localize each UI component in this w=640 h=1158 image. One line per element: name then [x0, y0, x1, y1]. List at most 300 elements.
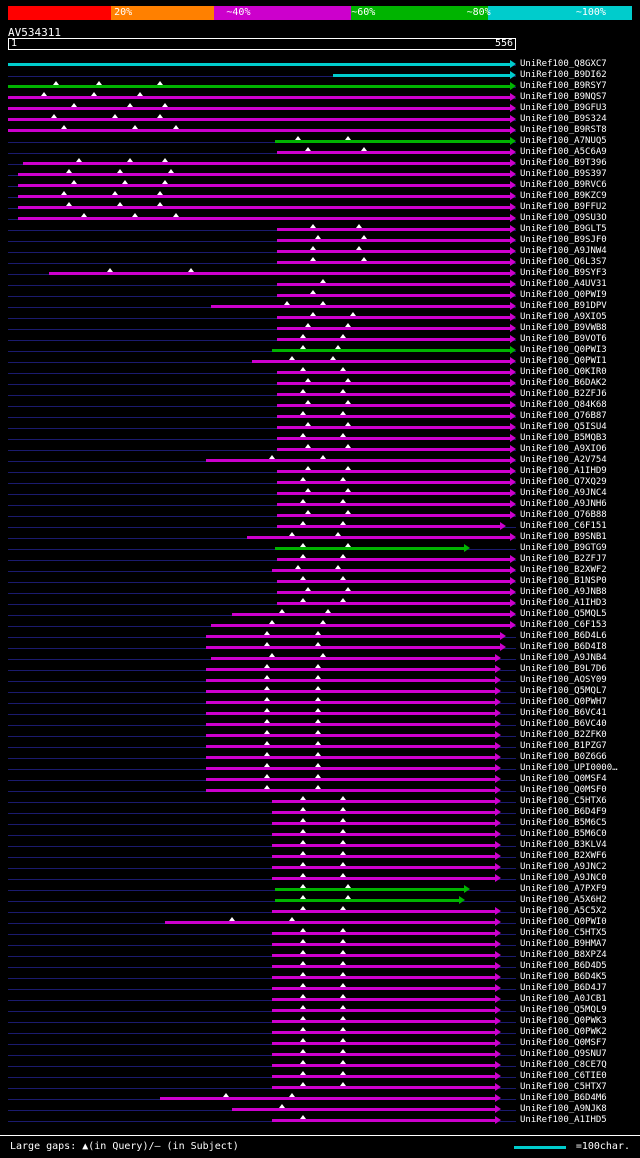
hit-label[interactable]: UniRef100_B9KZC9 [520, 191, 607, 201]
query-gap-marker-icon [264, 741, 270, 745]
hsp-bar[interactable] [272, 811, 495, 814]
hsp-arrow-icon [510, 390, 516, 398]
query-gap-marker-icon [81, 213, 87, 217]
hsp-bar[interactable] [272, 833, 495, 836]
query-gap-marker-icon [310, 312, 316, 316]
hsp-bar[interactable] [8, 63, 510, 66]
hsp-bar[interactable] [277, 393, 510, 396]
hit-label[interactable]: UniRef100_B9NQS7 [520, 92, 607, 102]
hit-label[interactable]: UniRef100_Q7XQ29 [520, 477, 607, 487]
hsp-bar[interactable] [277, 437, 510, 440]
hsp-bar[interactable] [277, 492, 510, 495]
query-gap-marker-icon [127, 103, 133, 107]
query-gap-marker-icon [340, 972, 346, 976]
hsp-bar[interactable] [206, 712, 495, 715]
hsp-bar[interactable] [211, 624, 510, 627]
query-gap-marker-icon [305, 587, 311, 591]
query-gap-marker-icon [340, 367, 346, 371]
hit-label[interactable]: UniRef100_B8XPZ4 [520, 950, 607, 960]
query-gap-marker-icon [315, 631, 321, 635]
hsp-bar[interactable] [211, 305, 510, 308]
query-gap-marker-icon [340, 939, 346, 943]
hsp-bar[interactable] [277, 382, 510, 385]
query-gap-marker-icon [340, 851, 346, 855]
hit-label[interactable]: UniRef100_B9FFU2 [520, 202, 607, 212]
query-gap-marker-icon [300, 521, 306, 525]
hsp-bar[interactable] [272, 910, 495, 913]
query-gap-marker-icon [350, 312, 356, 316]
hsp-arrow-icon [510, 599, 516, 607]
query-gap-marker-icon [112, 191, 118, 195]
hit-label[interactable]: UniRef100_Q9SU3O [520, 213, 607, 223]
hsp-bar[interactable] [272, 1031, 495, 1034]
hit-label[interactable]: UniRef100_B6D4F9 [520, 807, 607, 817]
query-gap-marker-icon [300, 983, 306, 987]
hit-label[interactable]: UniRef100_A7NUQ5 [520, 136, 607, 146]
hsp-bar[interactable] [277, 404, 510, 407]
hit-label[interactable]: UniRef100_Q0PWI3 [520, 345, 607, 355]
hsp-bar[interactable] [8, 85, 510, 88]
query-gap-marker-icon [340, 554, 346, 558]
hsp-bar[interactable] [206, 756, 495, 759]
hsp-bar[interactable] [232, 1108, 495, 1111]
hit-label[interactable]: UniRef100_Q0PWI0 [520, 917, 607, 927]
hit-label[interactable]: UniRef100_B9RVC6 [520, 180, 607, 190]
query-gap-marker-icon [305, 444, 311, 448]
query-gap-marker-icon [320, 620, 326, 624]
hit-label[interactable]: UniRef100_B2XWF2 [520, 565, 607, 575]
hit-label[interactable]: UniRef100_A0JCB1 [520, 994, 607, 1004]
hsp-arrow-icon [510, 203, 516, 211]
hsp-bar[interactable] [272, 976, 495, 979]
query-gap-marker-icon [320, 301, 326, 305]
hsp-bar[interactable] [277, 503, 510, 506]
hsp-arrow-icon [495, 731, 501, 739]
hit-label[interactable]: UniRef100_A1IHD5 [520, 1115, 607, 1125]
hsp-bar[interactable] [272, 1075, 495, 1078]
query-gap-marker-icon [305, 466, 311, 470]
query-gap-marker-icon [305, 510, 311, 514]
query-gap-marker-icon [340, 1027, 346, 1031]
hsp-bar[interactable] [272, 877, 495, 880]
hsp-arrow-icon [495, 753, 501, 761]
legend-label-0: 20% [114, 7, 133, 18]
query-gap-marker-icon [295, 565, 301, 569]
hsp-arrow-icon [510, 489, 516, 497]
hit-label[interactable]: UniRef100_B3KLV4 [520, 840, 607, 850]
query-gap-marker-icon [345, 543, 351, 547]
hsp-bar[interactable] [211, 657, 495, 660]
hsp-bar[interactable] [206, 734, 495, 737]
hit-label[interactable]: UniRef100_B1NSP0 [520, 576, 607, 586]
hit-label[interactable]: UniRef100_Q0MSF7 [520, 1038, 607, 1048]
hsp-arrow-icon [510, 434, 516, 442]
hsp-arrow-icon [510, 181, 516, 189]
query-gap-marker-icon [310, 246, 316, 250]
hit-label[interactable]: UniRef100_B9L7D6 [520, 664, 607, 674]
hit-label[interactable]: UniRef100_Q76B88 [520, 510, 607, 520]
query-gap-marker-icon [300, 796, 306, 800]
gap-legend-text: Large gaps: ▲(in Query)/– (in Subject) [10, 1141, 239, 1152]
query-gap-marker-icon [112, 114, 118, 118]
hsp-bar[interactable] [18, 184, 510, 187]
hit-label[interactable]: UniRef100_Q0MSF4 [520, 774, 607, 784]
hsp-bar[interactable] [206, 635, 500, 638]
hit-label[interactable]: UniRef100_A9XIO5 [520, 312, 607, 322]
hit-label[interactable]: UniRef100_Q0KIR0 [520, 367, 607, 377]
query-gap-marker-icon [300, 972, 306, 976]
query-gap-marker-icon [345, 466, 351, 470]
hsp-bar[interactable] [206, 459, 510, 462]
hsp-bar[interactable] [275, 547, 465, 550]
hsp-arrow-icon [510, 280, 516, 288]
query-gap-marker-icon [335, 565, 341, 569]
hsp-bar[interactable] [49, 272, 510, 275]
hit-label[interactable]: UniRef100_B9T396 [520, 158, 607, 168]
hsp-bar[interactable] [247, 536, 510, 539]
hsp-bar[interactable] [8, 96, 510, 99]
hit-label[interactable]: UniRef100_Q0PWH7 [520, 697, 607, 707]
query-gap-marker-icon [264, 774, 270, 778]
query-gap-marker-icon [269, 653, 275, 657]
query-gap-marker-icon [340, 1005, 346, 1009]
hsp-arrow-icon [510, 412, 516, 420]
hit-label[interactable]: UniRef100_Q6L3S7 [520, 257, 607, 267]
hsp-bar[interactable] [277, 580, 510, 583]
hsp-bar[interactable] [277, 525, 500, 528]
hsp-arrow-icon [510, 423, 516, 431]
hsp-arrow-icon [500, 643, 506, 651]
query-gap-marker-icon [295, 136, 301, 140]
hit-label[interactable]: UniRef100_Q5MQL7 [520, 686, 607, 696]
hit-label[interactable]: UniRef100_B2ZFJ6 [520, 389, 607, 399]
hsp-bar[interactable] [277, 283, 510, 286]
query-gap-marker-icon [315, 664, 321, 668]
hsp-bar[interactable] [277, 371, 510, 374]
hsp-bar[interactable] [252, 360, 510, 363]
query-gap-marker-icon [320, 279, 326, 283]
query-gap-marker-icon [300, 862, 306, 866]
hit-label[interactable]: UniRef100_Q0PWI9 [520, 290, 607, 300]
hsp-bar[interactable] [277, 327, 510, 330]
hit-label[interactable]: UniRef100_UPI0000… [520, 763, 618, 773]
hsp-bar[interactable] [206, 745, 495, 748]
hsp-bar[interactable] [272, 800, 495, 803]
hsp-bar[interactable] [272, 1119, 495, 1122]
query-gap-marker-icon [300, 389, 306, 393]
hsp-arrow-icon [510, 500, 516, 508]
hsp-arrow-icon [495, 1116, 501, 1124]
query-gap-marker-icon [340, 433, 346, 437]
hsp-arrow-icon [510, 170, 516, 178]
hit-label[interactable]: UniRef100_A7PXF9 [520, 884, 607, 894]
hsp-bar[interactable] [232, 613, 510, 616]
hsp-bar[interactable] [277, 602, 510, 605]
hit-label-column [520, 56, 640, 1134]
hsp-bar[interactable] [272, 987, 495, 990]
hit-label[interactable]: UniRef100_A9JNB4 [520, 653, 607, 663]
hit-label[interactable]: UniRef100_B9GFU3 [520, 103, 607, 113]
hsp-arrow-icon [500, 522, 506, 530]
hsp-bar[interactable] [277, 151, 510, 154]
hsp-bar[interactable] [206, 767, 495, 770]
hsp-arrow-icon [495, 1105, 501, 1113]
hsp-bar[interactable] [272, 1020, 495, 1023]
hsp-bar[interactable] [160, 1097, 494, 1100]
hsp-bar[interactable] [333, 74, 510, 77]
hsp-bar[interactable] [272, 1064, 495, 1067]
hit-label[interactable]: UniRef100_A5X6H2 [520, 895, 607, 905]
hsp-bar[interactable] [206, 723, 495, 726]
hit-label[interactable]: UniRef100_B9SJF0 [520, 235, 607, 245]
hit-label[interactable]: UniRef100_B2ZFJ7 [520, 554, 607, 564]
query-gap-marker-icon [340, 796, 346, 800]
hsp-arrow-icon [495, 1006, 501, 1014]
hsp-bar[interactable] [272, 998, 495, 1001]
hit-label[interactable]: UniRef100_B2ZFK0 [520, 730, 607, 740]
query-gap-marker-icon [279, 609, 285, 613]
hsp-bar[interactable] [206, 646, 500, 649]
query-gap-marker-icon [340, 1016, 346, 1020]
hit-label[interactable]: UniRef100_B9RSY7 [520, 81, 607, 91]
hsp-arrow-icon [495, 665, 501, 673]
hsp-bar[interactable] [272, 844, 495, 847]
hit-label[interactable]: UniRef100_B9S324 [520, 114, 607, 124]
hit-label[interactable]: UniRef100_Q5MQL9 [520, 1005, 607, 1015]
hsp-bar[interactable] [272, 855, 495, 858]
hit-label[interactable]: UniRef100_C6TIE0 [520, 1071, 607, 1081]
query-gap-marker-icon [264, 686, 270, 690]
hit-label[interactable]: UniRef100_Q0PWI1 [520, 356, 607, 366]
hit-label[interactable]: UniRef100_Q0MSF0 [520, 785, 607, 795]
query-gap-marker-icon [340, 521, 346, 525]
hsp-bar[interactable] [272, 932, 495, 935]
hit-label[interactable]: UniRef100_C6F151 [520, 521, 607, 531]
hit-label[interactable]: UniRef100_B9S397 [520, 169, 607, 179]
hsp-bar[interactable] [275, 899, 460, 902]
query-gap-marker-icon [310, 224, 316, 228]
query-gap-marker-icon [315, 719, 321, 723]
hsp-arrow-icon [510, 478, 516, 486]
hit-label[interactable]: UniRef100_B1PZG7 [520, 741, 607, 751]
query-ruler [8, 38, 516, 50]
hsp-bar[interactable] [206, 789, 495, 792]
hit-label[interactable]: UniRef100_Q5ISU4 [520, 422, 607, 432]
hsp-bar[interactable] [165, 921, 494, 924]
query-gap-marker-icon [340, 1082, 346, 1086]
hsp-bar[interactable] [8, 118, 510, 121]
hsp-bar[interactable] [272, 349, 510, 352]
hsp-bar[interactable] [206, 701, 495, 704]
hsp-bar[interactable] [272, 943, 495, 946]
query-gap-marker-icon [305, 400, 311, 404]
hsp-bar[interactable] [277, 239, 510, 242]
hsp-bar[interactable] [18, 217, 510, 220]
hit-label[interactable]: UniRef100_A1IHD9 [520, 466, 607, 476]
hit-label[interactable]: UniRef100_Q0PWK3 [520, 1016, 607, 1026]
query-gap-marker-icon [315, 752, 321, 756]
hit-label[interactable]: UniRef100_C5HTX6 [520, 796, 607, 806]
hsp-bar[interactable] [8, 129, 510, 132]
hsp-arrow-icon [495, 676, 501, 684]
hit-label[interactable]: UniRef100_C5HTX5 [520, 928, 607, 938]
hit-label[interactable]: UniRef100_C6F153 [520, 620, 607, 630]
hit-label[interactable]: UniRef100_B91DPV [520, 301, 607, 311]
hsp-bar[interactable] [277, 558, 510, 561]
hsp-bar[interactable] [8, 107, 510, 110]
hsp-arrow-icon [510, 533, 516, 541]
hsp-bar[interactable] [272, 1086, 495, 1089]
hit-label[interactable]: UniRef100_B2XWF6 [520, 851, 607, 861]
hit-label[interactable]: UniRef100_Q0PWK2 [520, 1027, 607, 1037]
hsp-arrow-icon [510, 192, 516, 200]
hit-label[interactable]: UniRef100_B9HMA7 [520, 939, 607, 949]
hit-label[interactable]: UniRef100_B9SYF3 [520, 268, 607, 278]
query-gap-marker-icon [300, 994, 306, 998]
hit-label[interactable]: UniRef100_A5C6A9 [520, 147, 607, 157]
hsp-arrow-icon [495, 1017, 501, 1025]
query-gap-marker-icon [53, 81, 59, 85]
hsp-bar[interactable] [272, 965, 495, 968]
hsp-bar[interactable] [272, 1009, 495, 1012]
hit-label[interactable]: UniRef100_B9SNB1 [520, 532, 607, 542]
hsp-bar[interactable] [18, 195, 510, 198]
query-gap-marker-icon [315, 763, 321, 767]
hsp-arrow-icon [510, 368, 516, 376]
hsp-bar[interactable] [272, 569, 510, 572]
hit-label[interactable]: UniRef100_C5HTX7 [520, 1082, 607, 1092]
hsp-bar[interactable] [277, 448, 510, 451]
hit-label[interactable]: UniRef100_Q76B87 [520, 411, 607, 421]
hsp-arrow-icon [495, 929, 501, 937]
hit-label[interactable]: UniRef100_A9JNH6 [520, 499, 607, 509]
hit-label[interactable]: UniRef100_Q8GXC7 [520, 59, 607, 69]
hit-label[interactable]: UniRef100_B5M6C5 [520, 818, 607, 828]
query-name: AV534311 [8, 26, 61, 39]
hsp-arrow-icon [510, 467, 516, 475]
hit-label[interactable]: UniRef100_A9JNC0 [520, 873, 607, 883]
hit-label[interactable]: UniRef100_B6D4D5 [520, 961, 607, 971]
hit-label[interactable]: UniRef100_A9JNC2 [520, 862, 607, 872]
hsp-bar[interactable] [277, 426, 510, 429]
hsp-arrow-icon [510, 82, 516, 90]
hsp-bar[interactable] [18, 206, 510, 209]
query-gap-marker-icon [315, 642, 321, 646]
hit-label[interactable]: UniRef100_B5MQB3 [520, 433, 607, 443]
query-gap-marker-icon [300, 433, 306, 437]
query-gap-marker-icon [340, 334, 346, 338]
hit-label[interactable]: UniRef100_B6DAK2 [520, 378, 607, 388]
hsp-bar[interactable] [206, 690, 495, 693]
hit-label[interactable]: UniRef100_B5M6C0 [520, 829, 607, 839]
hit-label[interactable]: UniRef100_B6D4L6 [520, 631, 607, 641]
query-gap-marker-icon [305, 378, 311, 382]
hsp-bar[interactable] [277, 470, 510, 473]
hsp-arrow-icon [510, 302, 516, 310]
hsp-bar[interactable] [272, 822, 495, 825]
hit-label[interactable]: UniRef100_B9GTG9 [520, 543, 607, 553]
hit-label[interactable]: UniRef100_B9GLT5 [520, 224, 607, 234]
query-gap-marker-icon [340, 1060, 346, 1064]
hit-label[interactable]: UniRef100_B6D4I8 [520, 642, 607, 652]
hit-label[interactable]: UniRef100_AOSY09 [520, 675, 607, 685]
query-gap-marker-icon [162, 103, 168, 107]
hit-label[interactable]: UniRef100_Q9SNU7 [520, 1049, 607, 1059]
hsp-bar[interactable] [275, 140, 510, 143]
hit-label[interactable]: UniRef100_B6VC40 [520, 719, 607, 729]
hsp-bar[interactable] [277, 261, 510, 264]
hsp-bar[interactable] [272, 1042, 495, 1045]
hit-label[interactable]: UniRef100_B6D4K5 [520, 972, 607, 982]
hit-label[interactable]: UniRef100_A9JNB8 [520, 587, 607, 597]
hit-label[interactable]: UniRef100_A2V754 [520, 455, 607, 465]
hsp-arrow-icon [495, 1072, 501, 1080]
query-gap-marker-icon [300, 807, 306, 811]
hit-label[interactable]: UniRef100_Q84K68 [520, 400, 607, 410]
hsp-bar[interactable] [18, 173, 510, 176]
hit-label[interactable]: UniRef100_A1IHD3 [520, 598, 607, 608]
hit-label[interactable]: UniRef100_A5C5X2 [520, 906, 607, 916]
query-gap-marker-icon [127, 158, 133, 162]
hsp-arrow-icon [459, 896, 465, 904]
hit-label[interactable]: UniRef100_B9VWB8 [520, 323, 607, 333]
hit-label[interactable]: UniRef100_A9NJK8 [520, 1104, 607, 1114]
hit-label[interactable]: UniRef100_B9RST8 [520, 125, 607, 135]
hsp-bar[interactable] [277, 316, 510, 319]
hit-label[interactable]: UniRef100_B6D4M6 [520, 1093, 607, 1103]
hsp-bar[interactable] [277, 294, 510, 297]
hsp-arrow-icon [510, 401, 516, 409]
query-gap-marker-icon [229, 917, 235, 921]
scale-bar-icon [514, 1146, 566, 1149]
query-gap-marker-icon [162, 180, 168, 184]
hsp-bar[interactable] [272, 866, 495, 869]
hsp-bar[interactable] [23, 162, 510, 165]
hsp-bar[interactable] [277, 514, 510, 517]
hsp-bar[interactable] [206, 668, 495, 671]
hit-label[interactable]: UniRef100_C8CE7Q [520, 1060, 607, 1070]
hsp-bar[interactable] [206, 778, 495, 781]
hsp-bar[interactable] [272, 954, 495, 957]
hit-label[interactable]: UniRef100_A9JNC4 [520, 488, 607, 498]
hsp-arrow-icon [510, 610, 516, 618]
query-gap-marker-icon [305, 147, 311, 151]
hit-label[interactable]: UniRef100_B0Z6G6 [520, 752, 607, 762]
query-gap-marker-icon [264, 719, 270, 723]
hsp-bar[interactable] [277, 250, 510, 253]
hit-label[interactable]: UniRef100_A9JNW4 [520, 246, 607, 256]
hit-label[interactable]: UniRef100_A9XIO6 [520, 444, 607, 454]
hit-label[interactable]: UniRef100_Q5MQL5 [520, 609, 607, 619]
query-gap-marker-icon [300, 939, 306, 943]
query-gap-marker-icon [132, 125, 138, 129]
query-gap-marker-icon [76, 158, 82, 162]
hsp-bar[interactable] [275, 888, 465, 891]
hit-label[interactable]: UniRef100_A4UV31 [520, 279, 607, 289]
hsp-bar[interactable] [277, 415, 510, 418]
hsp-bar[interactable] [277, 591, 510, 594]
hit-label[interactable]: UniRef100_B6VC41 [520, 708, 607, 718]
hsp-bar[interactable] [272, 1053, 495, 1056]
hit-label[interactable]: UniRef100_B6D4J7 [520, 983, 607, 993]
query-gap-marker-icon [340, 411, 346, 415]
hit-label[interactable]: UniRef100_B9VOT6 [520, 334, 607, 344]
hsp-bar[interactable] [277, 481, 510, 484]
hit-label[interactable]: UniRef100_B9DI62 [520, 70, 607, 80]
hsp-bar[interactable] [206, 679, 495, 682]
hsp-bar[interactable] [277, 338, 510, 341]
hsp-bar[interactable] [277, 228, 510, 231]
